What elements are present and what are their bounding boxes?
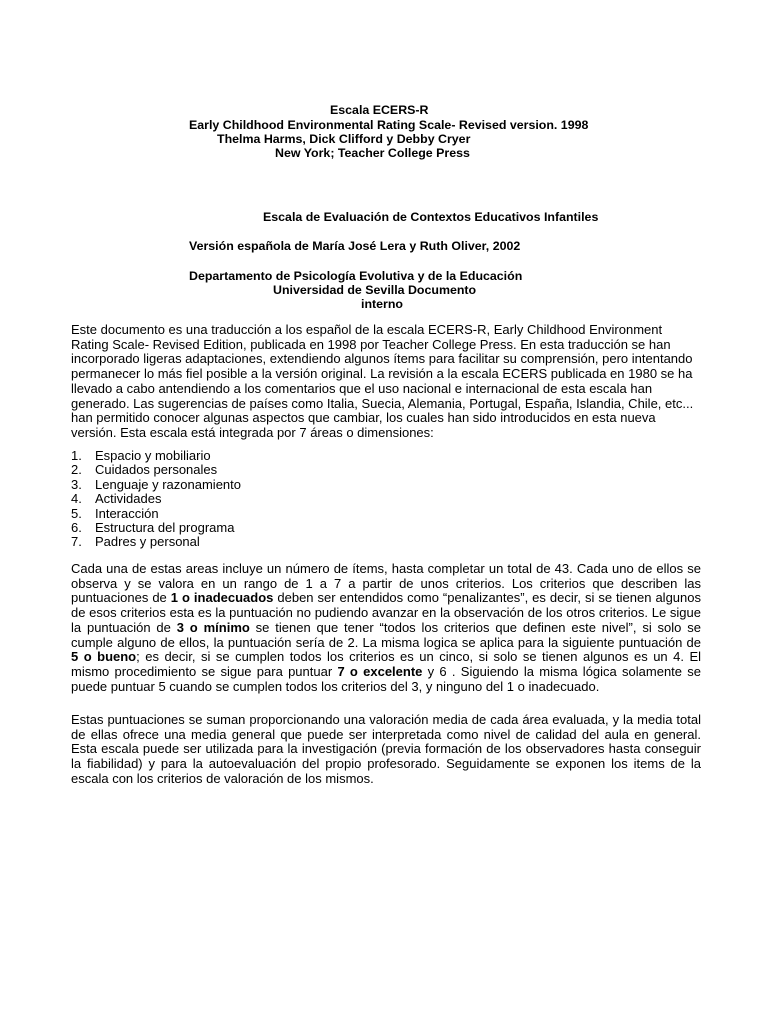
- score-5-label: 5 o bueno: [71, 649, 137, 665]
- spanish-title: Escala de Evaluación de Contextos Educativos Infantiles: [263, 210, 599, 224]
- department-line-2: Universidad de Sevilla Documento: [273, 283, 477, 297]
- list-item: 4. Actividades: [71, 491, 162, 507]
- department-line-3: interno: [361, 297, 403, 311]
- document-publisher: New York; Teacher College Press: [275, 146, 470, 160]
- scoring-paragraph: Cada una de estas areas incluye un número de ítems, hasta completar un total de 43. Cada uno de ellos se observa y se valora en un rango de 1 a 7 a partir de unos criterios. Los criterios que describen las puntuaciones de 1 o inadecuados deben ser entendidos como “penalizantes”, es decir, si se tienen algunos de esos criterios esta es la puntuación no pudiendo avanzar en la observación de los otros criterios. Le sigue la puntuación de 3 o mínimo se tienen que tener “todos los criterios que definen este nivel”, si solo se cumple alguno de ellos, la puntuación sería de 2. La misma logica se aplica para la siguiente puntuación de 5 o bueno; es decir, si se cumplen todos los criterios es un cinco, si solo se tienen algunos es un 4. El mismo procedimiento se sigue para puntuar 7 o excelente y 6 . Siguiendo la misma lógica solamente se puede puntuar 5 cuando se cumplen todos los criterios del 3, y ninguno del 1 o inadecuado.: [71, 561, 702, 694]
- intro-paragraph: Este documento es una traducción a los español de la escala ECERS-R, Early Childhood Environment Rating Scale- Revised Edition, publicada en 1998 por Teacher College Press. En esta traducción se han incorporado ligeras adaptaciones, extendiendo algunos ítems para facilitar su comprensión, pero intentando permanecer lo más fiel posible a la versión original. La revisión a la escala ECERS publicada en 1980 se ha llevado a cabo antendiendo a los comentarios que el uso nacional e internacional de esta escala han generado. Las sugerencias de países como Italia, Suecia, Alemania, Portugal, España, Islandia, Chile, etc... han permitido conocer algunas aspectos que cambiar, los cuales han sido introducidos en esta nueva versión. Esta escala está integrada por 7 áreas o dimensiones:: [71, 322, 694, 440]
- document-authors: Thelma Harms, Dick Clifford y Debby Cryer: [217, 132, 471, 146]
- list-item: 5. Interacción: [71, 505, 159, 521]
- list-item: 2. Cuidados personales: [71, 462, 218, 478]
- document-subtitle: Early Childhood Environmental Rating Scale- Revised version. 1998: [189, 118, 589, 132]
- score-3-label: 3 o mínimo: [176, 619, 250, 635]
- areas-list: [71, 449, 241, 550]
- score-1-label: 1 o inadecuados: [170, 590, 274, 606]
- list-item: 1. Espacio y mobiliario: [71, 448, 211, 463]
- list-item: 6. Estructura del programa: [71, 520, 235, 536]
- document-title: Escala ECERS-R: [330, 103, 429, 117]
- department-line-1: Departamento de Psicología Evolutiva y de la Educación: [189, 269, 523, 283]
- list-item: 7. Padres y personal: [71, 534, 200, 550]
- closing-paragraph: Estas puntuaciones se suman proporcionando una valoración media de cada área evaluada, y la media total de ellas ofrece una media general que puede ser interpretada como nivel de calidad del aula en general. Esta escala puede ser utilizada para la investigación (previa formación de los observadores hasta conseguir la fiabilidad) y para la autoevaluación del propio profesorado. Seguidamente se exponen los items de la escala con los criterios de valoración de los mismos.: [71, 712, 701, 786]
- version-line: Versión española de María José Lera y Ruth Oliver, 2002: [189, 239, 521, 253]
- score-7-label: 7 o excelente: [337, 663, 423, 679]
- list-item: 3. Lenguaje y razonamiento: [71, 476, 241, 492]
